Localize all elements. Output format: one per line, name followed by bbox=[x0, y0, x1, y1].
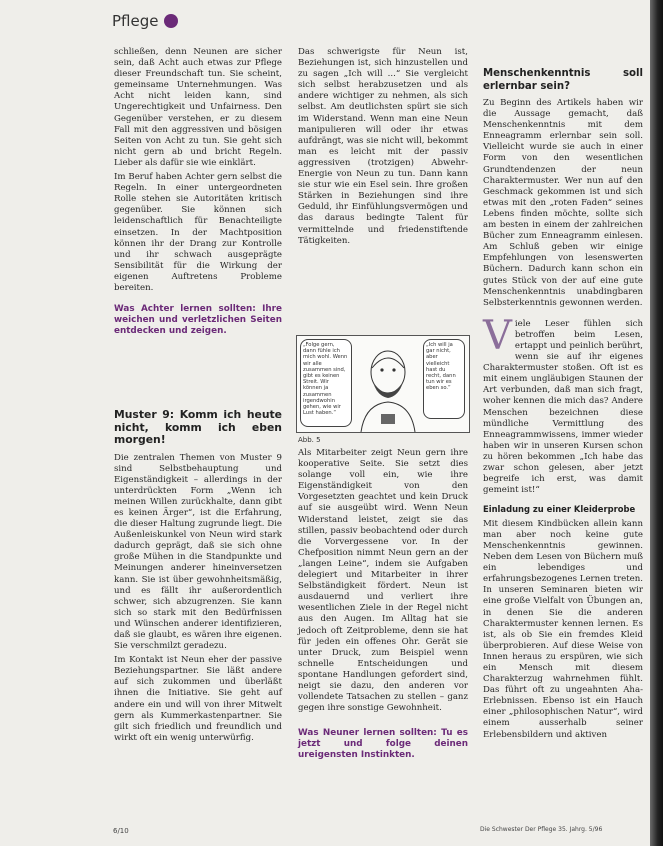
section-heading: Muster 9: Komm ich heute nicht, komm ich eben morgen! bbox=[114, 408, 282, 446]
journal-source: Die Schwester Der Pflege 35. Jahrg. 5/96 bbox=[480, 826, 603, 833]
section-marker-dot bbox=[164, 14, 178, 28]
drop-cap: V bbox=[483, 312, 512, 359]
paragraph: Im Kontakt ist Neun eher der passive Beziehungspartner. Sie läßt andere auf sich zukommen und überläßt ihnen die Initiative. Sie geht auf andere ein und will von ihrer Mitwelt gern als Kummerkastenpartner. Sie gilt sich friedlich und freundlich und wirkt oft ein wenig unterwürfig. bbox=[114, 655, 282, 743]
cartoon-illustration bbox=[296, 335, 470, 433]
paragraph-text: iele Leser fühlen sich betroffen beim Lesen, ertappt und peinlich berührt, wenn sie auf ihr eigenes Charaktermuster stoßen. Oft ist es mit einem ungläubigen Staunen der Art verbunden, daß man sich fragt, woher kennen die mich das? Andere Menschen bezeichnen diese mündliche Vermittlung des Enneagrammwissens, immer wieder haben wir in unseren Kursen schon zu hören bekommen „Ich habe das zwar schon gelesen, aber jetzt begreife ich erst, was damit gemeint ist!“ bbox=[483, 318, 643, 496]
column-3 bbox=[483, 68, 643, 741]
paragraph: Die zentralen Themen von Muster 9 sind Selbstbehauptung und Eigenständigkeit – allerdings in der unterdrückten Form „Wenn ich meinen Willen zurückhalte, dann gibt es keinen Ärger“, ist die Erfahrung, die dieser Haltung zugrunde liegt. Die Außenleiskunkel von Neun wird stark dadurch geprägt, daß sie sich ohne große Mühen in die Standpunkte und Meinungen anderer hineinversetzen kann. Sie ist über gewohnheitsmäßig, und es fällt ihr außerordentlich schwer, sich abzugrenzen. Sie kann sich so stark mit den Bedürfnissen und Wünschen anderer identifizieren, daß sie glaubt, es wären ihre eigenen. Sie verschmilzt geradezu. bbox=[114, 452, 282, 652]
column-1 bbox=[114, 47, 282, 337]
paragraph: Das schwerigste für Neun ist, Beziehungen ist, sich hinzustellen und zu sagen „Ich will ...“ Sie vergleicht sich selbst herabzusetzen und als andere wichtiger zu nehmen, als sich selbst. Am deutlichsten spürt sie sich im Widerstand. Wenn man eine Neun manipulieren will oder ihr etwas aufdrängt, was sie nicht will, bekommt man es leicht mit der passiv aggressiven (trotzigen) Abwehr-Energie von Neun zu tun. Dann kann sie stur wie ein Esel sein. Ihre großen Stärken in Beziehungen sind ihre Geduld, ihr Einfühlungsvermögen und das daraus bedingte Talent für vermittelnde und friedenstiftende Tätigkeiten. bbox=[298, 47, 468, 246]
tip-box: Was Neuner lernen sollten: Tu es jetzt und folge deinen ureigensten Instinkten. bbox=[298, 728, 468, 761]
bearded-man-figure-icon bbox=[353, 338, 423, 432]
column-2-lower bbox=[298, 448, 468, 761]
speech-bubble-right: „Ich will ja gar nicht, aber vielleicht hast du recht, dann tun wir es eben so.“ bbox=[423, 339, 465, 419]
paragraph: schließen, denn Neunen are sicher sein, daß Acht auch etwas zur Pflege dieser Freundschaft tun. Sie scheint, gemeinsame Unternehmungen. Was Acht nicht leiden kann, sind Ungerechtigkeit und Unfairness. Den Gegenüber verstehen, er zu diesem Fall mit den aggressiven und bösigen Seiten von Acht zu tun. Sie geht sich nicht gern ab und bricht Regeln. Lieber als dafür sie wie einklärt. bbox=[114, 47, 282, 168]
book-binding-edge bbox=[650, 0, 663, 846]
column-2 bbox=[298, 47, 468, 247]
paragraph: Als Mitarbeiter zeigt Neun gern ihre kooperative Seite. Sie setzt dies solange voll ein, wie ihre Eigenständigkeit von den Vorgesetzten geachtet und kein Druck auf sie ausgeübt wird. Wenn Neun Widerstand leistet, zeigt sie das stillen, passiv beobachtend oder durch die Vorvergessene vor. In der Chefposition nimmt Neun gern an der „langen Leine“, indem sie Aufgaben delegiert und Mitarbeiter in ihrer Selbständigkeit fördert. Neun ist ausdauernd und verliert ihre wesentlichen Ziele in der Regel nicht aus den Augen. Im Alltag hat sie jedoch oft Zeitprobleme, denn sie hat für jeden ein offenes Ohr. Gerät sie unter Druck, zum Beispiel wenn schnelle Entscheidungen und spontane Handlungen gefordert sind, neigt sie dazu, den anderen vor vollendete Tatsachen zu stellen – ganz gegen ihre sonstige Gewohnheit. bbox=[298, 448, 468, 714]
tip-box: Was Achter lernen sollten: Ihre weichen und verletzlichen Seiten entdecken und zeigen. bbox=[114, 304, 282, 337]
paragraph: Zu Beginn des Artikels haben wir die Aussage gemacht, daß Menschenkenntnis mit dem Enneagramm erlernbar sein soll. Vielleicht wurde sie auch in einer Form von den wesentlichen Grundtendenzen der neun Charaktermuster. Wer nun auf den Geschmack gekommen ist und sich etwas mit den „roten Faden“ seines Lebens finden möchte, sollte sich am besten in einem der zahlreichen Bücher zum Enneagramm einlesen. Am Schluß geben wir einige Empfehlungen von lesenswerten Büchern. Dadurch kann schon ein gutes Stück von der auf eine gute Menschenkenntnis unabdingbaren Selbsterkenntnis gewonnen werden. bbox=[483, 98, 643, 308]
subheading: Einladung zu einer Kleiderprobe bbox=[483, 504, 636, 515]
section-heading: Menschenkenntnis soll erlernbar sein? bbox=[483, 68, 643, 92]
section-title: Pflege bbox=[112, 12, 159, 30]
speech-bubble-left: „Folge gern, dann fühle ich mich wohl. Wenn wir alle zusammen sind, gibt es keinen Streit. Wir können ja zusammen irgendwohin gehen, wie wir Lust haben.“ bbox=[300, 339, 352, 427]
page-number: 6/10 bbox=[113, 827, 129, 835]
paragraph: Mit diesem Kindbücken allein kann man aber noch keine gute Menschenkenntnis gewinnen. Neben dem Lesen von Büchern muß ein lebendiges und erfahrungsbezogenes Lernen treten. In unseren Seminaren bieten wir eine große Vielfalt von Übungen an, in denen Sie die anderen Charaktermuster kennen lernen. Es ist, als ob Sie ein fremdes Kleid überprobieren. Auf diese Weise von Innen heraus zu erspüren, wie sich ein Mensch mit diesem Charakterzug wahrnehmen fühlt. Das führt oft zu ungeahnten Aha-Erlebnissen. Ebenso ist ein Hauch einer „philosophischen Natur“, wird einem ausserhalb seiner Erlebensbildern und aktiven bbox=[483, 518, 643, 740]
figure-caption: Abb. 5 bbox=[298, 436, 321, 444]
paragraph: Im Beruf haben Achter gern selbst die Regeln. In einer untergeordneten Rolle stehen sie Autoritäten kritisch gegenüber. Sie können sich leidenschaftlich für Benachteiligte einsetzen. In der Machtposition können ihr der Drang zur Kontrolle und ihr schwach ausgeprägte Sensibilität für die Wirkung der eigenen Auftretens Probleme bereiten. bbox=[114, 172, 282, 293]
section-header bbox=[112, 12, 178, 30]
column-1-lower bbox=[114, 409, 282, 744]
paragraph-with-dropcap bbox=[483, 312, 643, 497]
